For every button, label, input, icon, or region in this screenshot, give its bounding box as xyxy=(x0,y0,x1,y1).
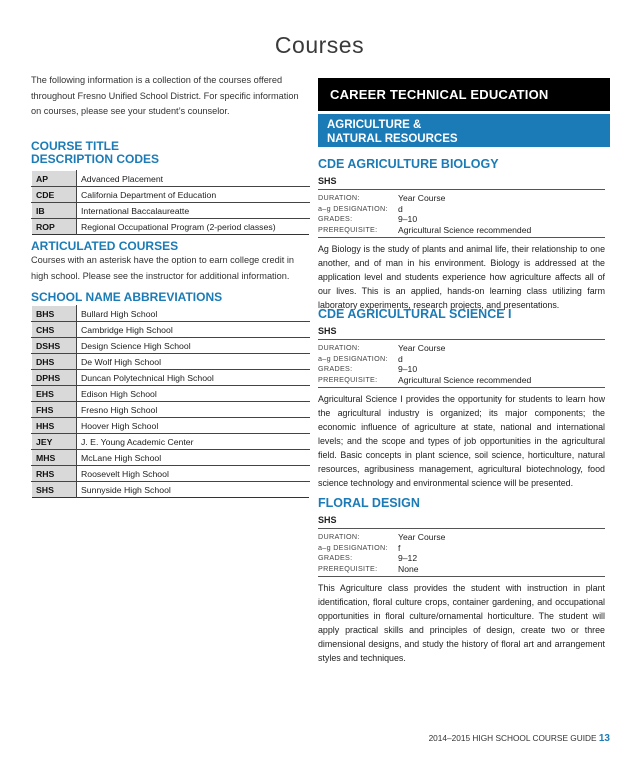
codes-heading xyxy=(31,140,159,166)
school-name-cell: Bullard High School xyxy=(77,306,310,322)
code-cell: AP xyxy=(32,171,77,187)
table-row xyxy=(32,434,310,450)
code-desc-cell: California Department of Education xyxy=(77,187,310,203)
schools-table xyxy=(31,305,310,498)
duration-label: DURATION: xyxy=(318,193,360,202)
designation-label: a–g DESIGNATION: xyxy=(318,542,388,552)
course-school: SHS xyxy=(318,176,605,190)
designation-value: d xyxy=(398,353,403,364)
table-row xyxy=(32,203,310,219)
course-title: CDE AGRICULTURAL SCIENCE I xyxy=(318,307,512,321)
duration-label: DURATION: xyxy=(318,532,360,541)
table-row xyxy=(32,482,310,498)
prereq-value: None xyxy=(398,563,419,574)
table-row xyxy=(32,386,310,402)
prereq-value: Agricultural Science recommended xyxy=(398,374,532,385)
school-name-cell: Edison High School xyxy=(77,386,310,402)
school-name-cell: Hoover High School xyxy=(77,418,310,434)
school-name-cell: McLane High School xyxy=(77,450,310,466)
grades-value: 9–10 xyxy=(398,364,418,375)
school-name-cell: Duncan Polytechnical High School xyxy=(77,370,310,386)
school-name-cell: Roosevelt High School xyxy=(77,466,310,482)
school-code-cell: BHS xyxy=(32,306,77,322)
code-cell: ROP xyxy=(32,219,77,235)
table-row xyxy=(32,466,310,482)
course-meta xyxy=(318,193,605,238)
school-code-cell: SHS xyxy=(32,482,77,498)
designation-value: f xyxy=(398,542,401,553)
grades-label: GRADES: xyxy=(318,214,353,224)
school-code-cell: JEY xyxy=(32,434,77,450)
agriculture-banner xyxy=(318,114,610,147)
school-code-cell: EHS xyxy=(32,386,77,402)
table-row xyxy=(32,322,310,338)
course-floral-design xyxy=(318,496,605,665)
codes-heading-line2: DESCRIPTION CODES xyxy=(31,152,160,166)
prereq-label: PREREQUISITE: xyxy=(318,563,378,573)
school-name-cell: Sunnyside High School xyxy=(77,482,310,498)
table-row xyxy=(32,187,310,203)
code-desc-cell: Regional Occupational Program (2-period classes) xyxy=(77,219,310,235)
duration-value: Year Course xyxy=(398,532,446,542)
code-desc-cell: International Baccalaureatte xyxy=(77,203,310,219)
school-code-cell: RHS xyxy=(32,466,77,482)
code-cell: CDE xyxy=(32,187,77,203)
school-code-cell: HHS xyxy=(32,418,77,434)
grades-label: GRADES: xyxy=(318,364,353,374)
course-school: SHS xyxy=(318,515,605,529)
course-meta xyxy=(318,343,605,388)
table-row xyxy=(32,338,310,354)
school-name-cell: Fresno High School xyxy=(77,402,310,418)
agriculture-banner-line1: AGRICULTURE & xyxy=(327,119,422,131)
code-desc-cell: Advanced Placement xyxy=(77,171,310,187)
course-school: SHS xyxy=(318,326,605,340)
articulated-text: Courses with an asterisk have the option to earn college credit in high school. Please see the instructor for additional information. xyxy=(31,255,295,281)
course-description: This Agriculture class provides the student with instruction in plant identification, floral culture crops, container gardening, and occupational opportunities in floral culture/ornamental horticulture. The student will apply practical skills and principles of design, create two or three dimensional designs, and study the history of floral art and arrangement styles and techniques. xyxy=(318,583,605,664)
agriculture-banner-line2: NATURAL RESOURCES xyxy=(327,133,458,145)
duration-label: DURATION: xyxy=(318,343,360,352)
schools-heading: SCHOOL NAME ABBREVIATIONS xyxy=(31,290,223,304)
school-name-cell: Design Science High School xyxy=(77,338,310,354)
school-name-cell: J. E. Young Academic Center xyxy=(77,434,310,450)
cte-banner: CAREER TECHNICAL EDUCATION xyxy=(318,78,610,111)
course-ag-biology xyxy=(318,157,605,312)
course-title: FLORAL DESIGN xyxy=(318,496,420,510)
school-code-cell: MHS xyxy=(32,450,77,466)
table-row xyxy=(32,418,310,434)
code-cell: IB xyxy=(32,203,77,219)
designation-label: a–g DESIGNATION: xyxy=(318,203,388,213)
grades-label: GRADES: xyxy=(318,553,353,563)
page-footer xyxy=(429,733,610,744)
table-row xyxy=(32,171,310,187)
page-title: Courses xyxy=(274,32,365,58)
prereq-label: PREREQUISITE: xyxy=(318,224,378,234)
articulated-heading: ARTICULATED COURSES xyxy=(31,239,179,253)
school-code-cell: FHS xyxy=(32,402,77,418)
grades-value: 9–12 xyxy=(398,553,418,564)
table-row xyxy=(32,219,310,235)
course-ag-science-1 xyxy=(318,307,605,490)
school-code-cell: CHS xyxy=(32,322,77,338)
duration-value: Year Course xyxy=(398,343,446,353)
page-number: 13 xyxy=(598,733,610,744)
school-code-cell: DHS xyxy=(32,354,77,370)
prereq-label: PREREQUISITE: xyxy=(318,374,378,384)
table-row xyxy=(32,370,310,386)
duration-value: Year Course xyxy=(398,193,446,203)
course-description: Agricultural Science I provides the opportunity for students to learn how the agricultural industry is organized; its major components; the economic influence of agriculture at state, national and international levels; and the scope and types of job opportunities in the agricultural field. Basic concepts in plant science, soil science, horticulture, natural resources, agribusiness management, agricultural biotechnology, food science technology and environmental science will be presented. xyxy=(318,394,605,489)
codes-heading-line1: COURSE TITLE xyxy=(31,139,120,153)
designation-value: d xyxy=(398,203,403,214)
footer-guide-title: 2014–2015 HIGH SCHOOL COURSE GUIDE xyxy=(428,733,597,743)
school-code-cell: DSHS xyxy=(32,338,77,354)
table-row xyxy=(32,306,310,322)
school-code-cell: DPHS xyxy=(32,370,77,386)
table-row xyxy=(32,450,310,466)
school-name-cell: Cambridge High School xyxy=(77,322,310,338)
table-row xyxy=(32,402,310,418)
grades-value: 9–10 xyxy=(398,214,418,225)
course-meta xyxy=(318,532,605,577)
codes-table xyxy=(31,170,310,235)
course-description: Ag Biology is the study of plants and animal life, their relationship to one another, and of man in his environment. Biology is addressed at the application level and students experience how agriculture affects all of our lives. This is an applied, hands-on learning class utilizing farm laboratory experiments, research projects, and presentations. xyxy=(318,244,605,311)
table-row xyxy=(32,354,310,370)
course-title: CDE AGRICULTURE BIOLOGY xyxy=(318,157,499,171)
school-name-cell: De Wolf High School xyxy=(77,354,310,370)
prereq-value: Agricultural Science recommended xyxy=(398,224,532,235)
designation-label: a–g DESIGNATION: xyxy=(318,353,388,363)
intro-text: The following information is a collection of the courses offered throughout Fresno Unified School District. For specific information on courses, please see your student’s counselor. xyxy=(31,75,299,116)
